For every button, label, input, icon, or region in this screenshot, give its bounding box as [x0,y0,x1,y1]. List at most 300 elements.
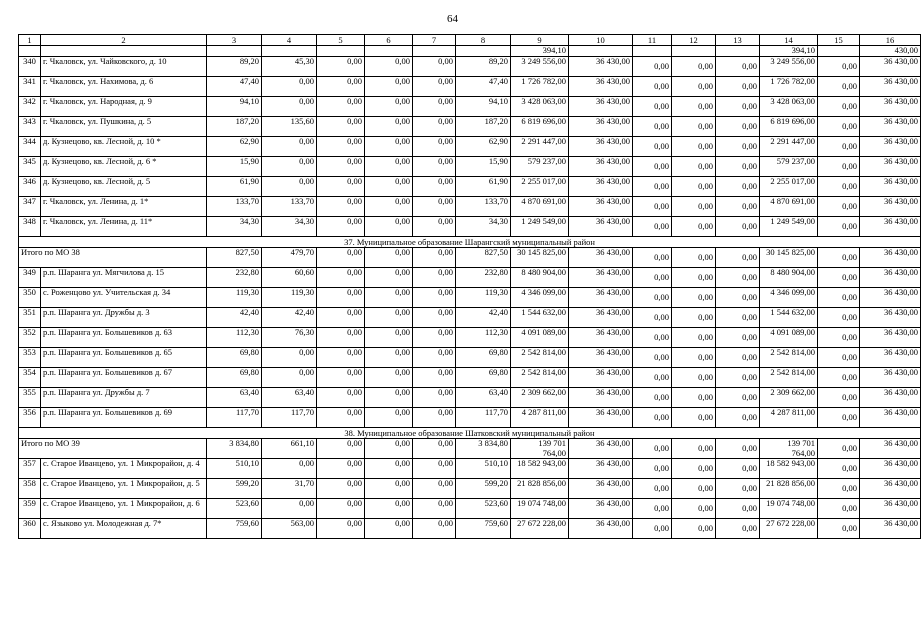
table-cell: 36 430,00 [569,499,633,519]
table-cell: 36 430,00 [569,348,633,368]
address-cell: д. Кузнецово, кв. Лесной, д. 10 * [41,137,207,157]
table-cell: 0,00 [413,137,456,157]
table-cell: 510,10 [456,459,511,479]
table-cell: 36 430,00 [860,459,921,479]
table-cell: 0,00 [317,77,365,97]
table-cell: 0,00 [672,57,716,77]
table-cell: 0,00 [716,117,760,137]
table-cell: 348 [19,217,41,237]
table-cell: 63,40 [207,388,262,408]
table-cell: 0,00 [365,197,413,217]
address-cell: д. Кузнецово, кв. Лесной, д. 5 [41,177,207,197]
table-cell: 0,00 [818,388,860,408]
table-cell: 0,00 [716,288,760,308]
table-row [19,499,921,519]
table-cell: 89,20 [456,57,511,77]
table-cell: 117,70 [262,408,317,428]
address-cell: д. Кузнецово, кв. Лесной, д. 6 * [41,157,207,177]
table-row [19,288,921,308]
table-cell: 36 430,00 [860,348,921,368]
table-cell: 1 249 549,00 [511,217,569,237]
table-cell: 0,00 [413,248,456,268]
table-cell: 2 255 017,00 [511,177,569,197]
table-row [19,117,921,137]
table-cell: 341 [19,77,41,97]
address-cell: с. Старое Иванцево, ул. 1 Микрорайон, д. 6 [41,499,207,519]
table-cell: 354 [19,368,41,388]
table-cell: 0,00 [413,519,456,539]
table-cell: 135,60 [262,117,317,137]
table-cell: 0,00 [365,439,413,459]
table-cell: 0,00 [716,57,760,77]
address-cell: с. Языково ул. Молодежная д. 7* [41,519,207,539]
address-cell: с. Старое Иванцево, ул. 1 Микрорайон, д. 4 [41,459,207,479]
table-cell: 0,00 [716,97,760,117]
table-cell: 0,00 [672,217,716,237]
column-header: 16 [860,35,921,46]
table-cell: 69,80 [456,348,511,368]
table-cell: 0,00 [633,328,672,348]
header-row [19,35,921,46]
address-cell [41,46,207,57]
table-cell: 36 430,00 [860,217,921,237]
table-cell: 0,00 [365,117,413,137]
address-cell: р.п. Шаранга ул. Дружбы д. 3 [41,308,207,328]
table-cell: 36 430,00 [569,388,633,408]
table-row [19,308,921,328]
table-cell: 0,00 [672,388,716,408]
table-cell: 0,00 [413,288,456,308]
table-cell: 117,70 [456,408,511,428]
table-row [19,177,921,197]
table-cell: 0,00 [818,248,860,268]
table-cell: 133,70 [456,197,511,217]
table-row [19,368,921,388]
table-cell: 0,00 [672,117,716,137]
column-header: 15 [818,35,860,46]
table-cell: 112,30 [456,328,511,348]
table-cell: 0,00 [672,197,716,217]
table-cell: 36 430,00 [569,57,633,77]
table-cell [19,46,41,57]
table-cell: 349 [19,268,41,288]
table-cell: 0,00 [716,157,760,177]
table-cell: 62,90 [207,137,262,157]
table-cell: 0,00 [716,408,760,428]
table-cell: 0,00 [633,368,672,388]
table-cell: 0,00 [262,77,317,97]
table-cell: 0,00 [633,97,672,117]
table-cell: 0,00 [317,368,365,388]
table-cell: 36 430,00 [860,57,921,77]
table-cell: 0,00 [365,308,413,328]
table-cell: 119,30 [262,288,317,308]
table-cell [818,46,860,57]
table-cell: 579 237,00 [511,157,569,177]
table-cell: 133,70 [262,197,317,217]
table-cell: 579 237,00 [760,157,818,177]
table-cell: 0,00 [317,408,365,428]
table-cell [365,46,413,57]
table-cell: 563,00 [262,519,317,539]
table-cell: 1 249 549,00 [760,217,818,237]
column-header: 3 [207,35,262,46]
address-cell: р.п. Шаранга ул. Большевиков д. 67 [41,368,207,388]
table-cell: 353 [19,348,41,368]
table-cell: 0,00 [672,348,716,368]
table-cell: 1 544 632,00 [760,308,818,328]
table-cell: 45,30 [262,57,317,77]
table-cell: 6 819 696,00 [511,117,569,137]
table-cell: 3 249 556,00 [760,57,818,77]
table-cell: 0,00 [716,197,760,217]
table-cell: 0,00 [633,217,672,237]
table-cell: 0,00 [413,368,456,388]
table-cell: 661,10 [262,439,317,459]
table-cell: 0,00 [317,288,365,308]
column-header: 11 [633,35,672,46]
address-cell: г. Чкаловск, ул. Народная, д. 9 [41,97,207,117]
table-cell: 0,00 [365,408,413,428]
table-cell: 599,20 [456,479,511,499]
table-cell: 0,00 [633,268,672,288]
column-header: 12 [672,35,716,46]
table-cell: 36 430,00 [860,519,921,539]
table-cell: 0,00 [365,137,413,157]
table-cell: 0,00 [716,217,760,237]
table-cell: 343 [19,117,41,137]
table-cell: 61,90 [207,177,262,197]
table-cell [317,46,365,57]
table-cell: 27 672 228,00 [760,519,818,539]
table-cell: 0,00 [818,117,860,137]
table-cell: 0,00 [818,77,860,97]
table-cell: 0,00 [633,459,672,479]
column-header: 1 [19,35,41,46]
table-cell: 0,00 [672,177,716,197]
table-cell: 0,00 [633,248,672,268]
table-cell: 0,00 [262,97,317,117]
table-cell [569,46,633,57]
table-cell: 2 291 447,00 [511,137,569,157]
page-number: 64 [447,13,458,25]
table-cell: 523,60 [207,499,262,519]
table-cell: 4 287 811,00 [511,408,569,428]
table-cell: 0,00 [818,97,860,117]
table-cell: 0,00 [413,388,456,408]
table-cell: 60,60 [262,268,317,288]
column-header: 8 [456,35,511,46]
table-cell: 36 430,00 [569,479,633,499]
table-cell: 36 430,00 [860,328,921,348]
table-cell: 42,40 [456,308,511,328]
table-cell: 15,90 [456,157,511,177]
table-cell: 2 542 814,00 [760,348,818,368]
table-cell: 0,00 [716,368,760,388]
table-cell: 36 430,00 [860,388,921,408]
table-cell: 0,00 [716,439,760,459]
table-cell: 0,00 [818,499,860,519]
table-cell: 0,00 [317,157,365,177]
table-cell: 0,00 [672,499,716,519]
table-cell: 0,00 [672,308,716,328]
table-cell: 36 430,00 [569,288,633,308]
table-cell: 0,00 [413,499,456,519]
table-cell: 0,00 [413,77,456,97]
table-cell: 21 828 856,00 [511,479,569,499]
table-cell: 0,00 [672,408,716,428]
table-cell: 357 [19,459,41,479]
section-title: 37. Муниципальное образование Шарангский муниципальный район [19,237,921,248]
table-cell: 21 828 856,00 [760,479,818,499]
total-row [19,439,921,459]
table-row [19,157,921,177]
table-cell: 36 430,00 [860,268,921,288]
table-cell: 3 834,80 [456,439,511,459]
table-cell: 2 309 662,00 [760,388,818,408]
table-cell: 0,00 [633,137,672,157]
table-cell: 0,00 [818,217,860,237]
table-cell: 0,00 [413,177,456,197]
table-cell: 0,00 [672,97,716,117]
table-row [19,46,921,57]
address-cell: р.п. Шаранга ул. Большевиков д. 65 [41,348,207,368]
table-cell: 0,00 [716,177,760,197]
table-cell: 827,50 [207,248,262,268]
table-cell: 0,00 [317,348,365,368]
table-cell: 0,00 [818,348,860,368]
table-cell: 36 430,00 [569,217,633,237]
table-cell: 0,00 [818,408,860,428]
table-cell: 31,70 [262,479,317,499]
table-cell: 42,40 [207,308,262,328]
table-cell: 36 430,00 [569,439,633,459]
table-cell: 0,00 [317,217,365,237]
total-label: Итого по МО 39 [19,439,207,459]
address-cell: р.п. Шаранга ул. Большевиков д. 69 [41,408,207,428]
table-cell: 0,00 [413,117,456,137]
table-row [19,408,921,428]
table-cell: 394,10 [760,46,818,57]
table-cell: 0,00 [317,479,365,499]
table-cell: 0,00 [818,328,860,348]
table-cell: 0,00 [365,328,413,348]
table-cell: 0,00 [672,519,716,539]
table-cell: 345 [19,157,41,177]
table-cell: 47,40 [207,77,262,97]
table-cell: 36 430,00 [569,368,633,388]
table-cell: 0,00 [413,408,456,428]
table-cell: 0,00 [672,479,716,499]
table-cell: 356 [19,408,41,428]
table-cell: 0,00 [716,479,760,499]
table-cell: 4 870 691,00 [760,197,818,217]
table-cell: 0,00 [818,137,860,157]
table-cell: 360 [19,519,41,539]
table-cell: 0,00 [672,77,716,97]
table-cell: 0,00 [317,519,365,539]
table-cell: 0,00 [818,439,860,459]
table-cell: 94,10 [456,97,511,117]
table-cell: 0,00 [365,368,413,388]
table-cell: 8 480 904,00 [760,268,818,288]
table-cell: 4 870 691,00 [511,197,569,217]
table-cell: 0,00 [672,137,716,157]
table-cell: 0,00 [716,499,760,519]
table-cell: 0,00 [365,288,413,308]
table-row [19,197,921,217]
table-cell: 4 091 089,00 [511,328,569,348]
table-cell: 0,00 [633,479,672,499]
table-cell: 0,00 [633,197,672,217]
table-cell: 0,00 [716,308,760,328]
column-header: 9 [511,35,569,46]
table-cell: 0,00 [317,177,365,197]
table-cell: 119,30 [207,288,262,308]
table-cell: 0,00 [262,499,317,519]
table-cell: 0,00 [818,368,860,388]
table-cell: 36 430,00 [569,408,633,428]
table-cell: 0,00 [633,117,672,137]
table-cell: 0,00 [365,248,413,268]
table-cell: 36 430,00 [860,499,921,519]
table-cell: 0,00 [633,77,672,97]
column-header: 6 [365,35,413,46]
table-cell: 350 [19,288,41,308]
table-cell: 0,00 [365,519,413,539]
table-cell: 76,30 [262,328,317,348]
table-cell: 19 074 748,00 [511,499,569,519]
table-cell: 187,20 [207,117,262,137]
table-row [19,97,921,117]
table-cell: 232,80 [207,268,262,288]
table-cell: 36 430,00 [860,177,921,197]
table-cell: 36 430,00 [860,479,921,499]
table-cell: 510,10 [207,459,262,479]
table-cell: 2 309 662,00 [511,388,569,408]
table-cell: 342 [19,97,41,117]
table-cell: 0,00 [672,157,716,177]
table-cell: 3 834,80 [207,439,262,459]
table-cell: 0,00 [716,519,760,539]
table-cell: 89,20 [207,57,262,77]
table-cell: 34,30 [207,217,262,237]
table-cell: 0,00 [633,288,672,308]
table-cell: 1 544 632,00 [511,308,569,328]
table-cell: 0,00 [672,439,716,459]
table-cell: 36 430,00 [860,77,921,97]
address-cell: р.п. Шаранга ул. Дружбы д. 7 [41,388,207,408]
table-cell [413,46,456,57]
table-cell: 2 542 814,00 [511,368,569,388]
table-cell: 0,00 [317,388,365,408]
table-cell: 0,00 [633,408,672,428]
table-cell: 346 [19,177,41,197]
table-cell: 0,00 [317,439,365,459]
table-cell: 47,40 [456,77,511,97]
table-cell: 36 430,00 [860,197,921,217]
table-cell: 69,80 [456,368,511,388]
table-cell: 117,70 [207,408,262,428]
table-cell: 36 430,00 [569,137,633,157]
table-cell: 36 430,00 [860,137,921,157]
table-cell: 0,00 [818,459,860,479]
table-cell: 36 430,00 [569,328,633,348]
table-cell: 36 430,00 [860,368,921,388]
table-cell: 0,00 [818,268,860,288]
table-cell: 0,00 [317,97,365,117]
table-cell: 0,00 [633,439,672,459]
table-cell: 0,00 [317,308,365,328]
table-cell: 36 430,00 [860,157,921,177]
table-cell: 0,00 [413,439,456,459]
table-cell: 759,60 [456,519,511,539]
table-cell: 0,00 [413,479,456,499]
table-cell: 62,90 [456,137,511,157]
table-cell: 36 430,00 [569,77,633,97]
table-row [19,388,921,408]
table-cell: 0,00 [818,308,860,328]
table-cell: 36 430,00 [569,248,633,268]
table-cell: 0,00 [365,77,413,97]
table-cell: 0,00 [633,157,672,177]
table-cell: 42,40 [262,308,317,328]
table-cell: 0,00 [365,157,413,177]
total-row [19,248,921,268]
table-cell: 4 091 089,00 [760,328,818,348]
table-cell: 94,10 [207,97,262,117]
table-cell: 0,00 [365,479,413,499]
table-cell: 0,00 [413,459,456,479]
table-cell: 0,00 [317,499,365,519]
table-cell: 0,00 [818,519,860,539]
table-cell: 3 428 063,00 [760,97,818,117]
table-cell: 0,00 [317,248,365,268]
table-cell: 0,00 [317,117,365,137]
table-cell: 232,80 [456,268,511,288]
table-cell: 3 428 063,00 [511,97,569,117]
table-row [19,217,921,237]
table-cell: 139 701 764,00 [760,439,818,459]
table-cell: 15,90 [207,157,262,177]
address-cell: г. Чкаловск, ул. Нахимова, д. 6 [41,77,207,97]
column-header: 2 [41,35,207,46]
table-cell: 2 542 814,00 [760,368,818,388]
table-cell: 30 145 825,00 [511,248,569,268]
table-cell: 0,00 [365,388,413,408]
table-cell: 6 819 696,00 [760,117,818,137]
table-cell: 0,00 [413,308,456,328]
address-cell: р.п. Шаранга ул. Большевиков д. 63 [41,328,207,348]
table-cell: 0,00 [818,57,860,77]
table-cell: 0,00 [716,348,760,368]
table-cell: 133,70 [207,197,262,217]
register-table [18,34,921,539]
table-cell: 599,20 [207,479,262,499]
table-cell [633,46,672,57]
table-cell: 0,00 [672,459,716,479]
table-row [19,459,921,479]
table-cell: 0,00 [413,157,456,177]
table-cell: 8 480 904,00 [511,268,569,288]
table-cell: 69,80 [207,368,262,388]
table-cell [262,46,317,57]
table-cell: 139 701 764,00 [511,439,569,459]
table-cell: 36 430,00 [860,439,921,459]
table-cell: 0,00 [716,459,760,479]
table-cell: 0,00 [413,217,456,237]
section-row [19,237,921,248]
